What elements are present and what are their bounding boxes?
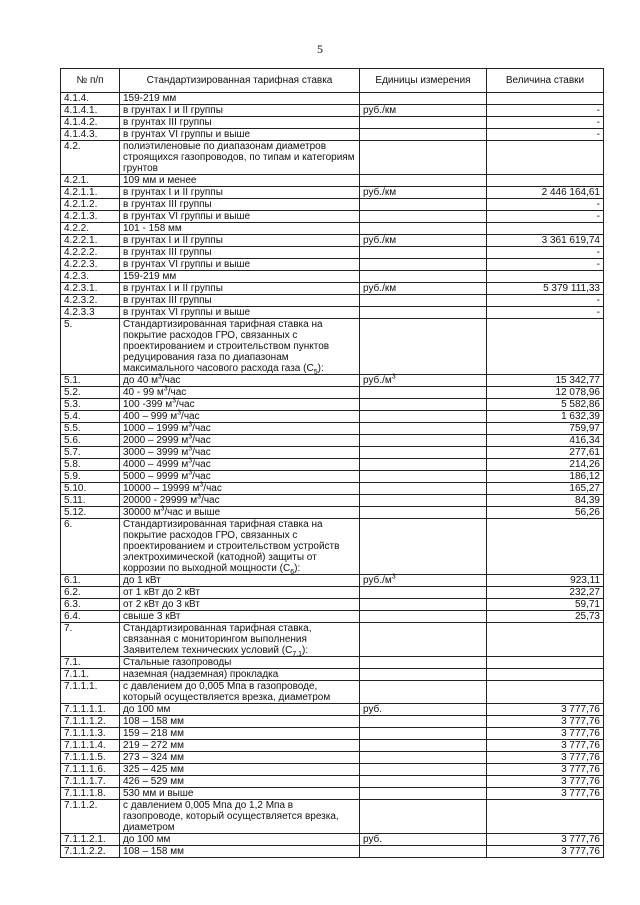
table-row [61,657,604,669]
row-unit [360,752,487,764]
row-value [487,175,604,187]
table-row [61,247,604,259]
row-value: - [487,259,604,271]
row-value: 3 777,76 [487,834,604,846]
row-unit [360,776,487,788]
row-number: 4.2.2. [61,223,120,235]
table-row [61,387,604,399]
row-number: 7.1.1. [61,669,120,681]
row-number: 4.2.2.3. [61,259,120,271]
row-name: 20000 - 29999 $м^3$/час [120,495,360,507]
row-name: Стальные газопроводы [120,657,360,669]
row-name: в грунтах VI группы и выше [120,307,360,319]
row-value: 15 342,77 [487,375,604,387]
row-name: 30000 $м^3$/час и выше [120,507,360,519]
header-unit: Единицы измерения [360,69,487,93]
row-number: 6.3. [61,599,120,611]
table-row [61,411,604,423]
row-number: 4.2.3.1. [61,283,120,295]
row-unit [360,740,487,752]
row-number: 4.2.1.3. [61,211,120,223]
row-value [487,681,604,704]
row-value: 186,12 [487,471,604,483]
table-row [61,283,604,295]
row-unit [360,399,487,411]
table-row [61,623,604,657]
row-value: 3 777,76 [487,776,604,788]
row-unit [360,199,487,211]
row-value: 165,27 [487,483,604,495]
row-unit: руб./км [360,105,487,117]
row-value: 2 446 164,61 [487,187,604,199]
row-name: в грунтах III группы [120,247,360,259]
row-name: полиэтиленовые по диапазонам диаметров строящихся газопроводов, по типам и категориям грунтов [120,141,360,175]
row-number: 4.2.1.2. [61,199,120,211]
row-value [487,271,604,283]
row-name: 101 - 158 мм [120,223,360,235]
row-name: в грунтах III группы [120,117,360,129]
row-number: 7.1.1.1. [61,681,120,704]
table-row [61,788,604,800]
row-name: в грунтах VI группы и выше [120,211,360,223]
row-name: в грунтах I и II группы [120,105,360,117]
row-number: 4.1.4. [61,93,120,105]
row-value: 1 632,39 [487,411,604,423]
row-name: 1000 – 1999 $м^3$/час [120,423,360,435]
row-value: 3 777,76 [487,846,604,858]
row-number: 4.2.2.2. [61,247,120,259]
header-num: № п/п [61,69,120,93]
table-row [61,271,604,283]
row-unit [360,295,487,307]
row-name: 4000 – 4999 $м^3$/час [120,459,360,471]
table-row [61,681,604,704]
table-row [61,259,604,271]
table-row [61,483,604,495]
row-name: 273 – 324 мм [120,752,360,764]
row-value [487,223,604,235]
row-number: 7.1.1.2.2. [61,846,120,858]
row-value: 3 361 619,74 [487,235,604,247]
row-value: 232,27 [487,587,604,599]
row-number: 7.1.1.1.2. [61,716,120,728]
row-name: 109 мм и менее [120,175,360,187]
row-unit [360,459,487,471]
row-unit [360,423,487,435]
row-name: 530 мм и выше [120,788,360,800]
table-row [61,507,604,519]
row-unit [360,435,487,447]
table-row [61,776,604,788]
row-name: в грунтах I и II группы [120,283,360,295]
row-name: в грунтах III группы [120,199,360,211]
row-number: 4.2.3.3 [61,307,120,319]
row-number: 4.2. [61,141,120,175]
row-value [487,519,604,575]
table-row [61,599,604,611]
row-number: 7.1.1.1.7. [61,776,120,788]
row-value: - [487,295,604,307]
table-row [61,519,604,575]
row-unit [360,519,487,575]
table-row [61,117,604,129]
row-unit: руб. [360,704,487,716]
row-number: 5.1. [61,375,120,387]
row-unit [360,507,487,519]
row-name: 400 – 999 $м^3$/час [120,411,360,423]
row-name: 325 – 425 мм [120,764,360,776]
table-row [61,187,604,199]
row-unit [360,141,487,175]
row-value: - [487,199,604,211]
table-row [61,459,604,471]
table-row [61,175,604,187]
table-body [61,93,604,858]
row-unit [360,483,487,495]
row-value: - [487,129,604,141]
row-value: 3 777,76 [487,704,604,716]
row-unit [360,93,487,105]
table-row [61,669,604,681]
row-number: 4.1.4.2. [61,117,120,129]
row-name: свыше 3 кВт [120,611,360,623]
row-value: 59,71 [487,599,604,611]
row-number: 7.1.1.1.4. [61,740,120,752]
row-value [487,669,604,681]
header-name: Стандартизированная тарифная ставка [120,69,360,93]
row-unit [360,247,487,259]
table-row [61,319,604,375]
table-row [61,105,604,117]
row-unit [360,471,487,483]
row-unit [360,788,487,800]
row-value: 5 582,86 [487,399,604,411]
table-row [61,716,604,728]
row-unit: руб. [360,834,487,846]
row-number: 4.2.2.1. [61,235,120,247]
row-unit: $руб./м^3$ [360,375,487,387]
row-number: 7.1.1.1.6. [61,764,120,776]
row-name: Стандартизированная тарифная ставка, связанная с мониторингом выполнения Заявителем технических условий $(С_{7.1})$: [120,623,360,657]
table-row [61,495,604,507]
row-unit: руб./км [360,235,487,247]
table-row [61,587,604,599]
row-value: 25,73 [487,611,604,623]
row-name: 5000 – 9999 $м^3$/час [120,471,360,483]
row-value: 5 379 111,33 [487,283,604,295]
table-row [61,129,604,141]
row-unit [360,307,487,319]
row-unit [360,728,487,740]
row-number: 6.1. [61,575,120,587]
row-unit [360,669,487,681]
row-name: до 100 мм [120,834,360,846]
row-value: - [487,117,604,129]
table-row [61,93,604,105]
row-unit [360,271,487,283]
row-value [487,800,604,834]
row-name: в грунтах I и II группы [120,187,360,199]
row-name: с давлением до 0,005 Мпа в газопроводе, который осуществляется врезка, диаметром [120,681,360,704]
table-row [61,764,604,776]
row-name: 2000 – 2999 $м^3$/час [120,435,360,447]
row-name: 426 – 529 мм [120,776,360,788]
row-number: 6. [61,519,120,575]
row-number: 5.5. [61,423,120,435]
row-value: 12 078,96 [487,387,604,399]
row-name: наземная (надземная) прокладка [120,669,360,681]
row-number: 4.1.4.3. [61,129,120,141]
row-unit: руб./км [360,283,487,295]
row-name: 40 - 99 $м^3$/час [120,387,360,399]
row-value: 3 777,76 [487,716,604,728]
row-value: 56,26 [487,507,604,519]
row-unit [360,800,487,834]
table-row [61,211,604,223]
table-row [61,704,604,716]
table-row [61,740,604,752]
row-value: - [487,247,604,259]
row-number: 5.10. [61,483,120,495]
row-name: до 100 мм [120,704,360,716]
row-unit [360,716,487,728]
row-number: 5.3. [61,399,120,411]
tariff-table [60,68,604,858]
row-value [487,319,604,375]
row-value: 3 777,76 [487,764,604,776]
row-unit [360,623,487,657]
row-value: 3 777,76 [487,788,604,800]
row-value: - [487,105,604,117]
row-name: от 2 кВт до 3 кВт [120,599,360,611]
row-name: 159 – 218 мм [120,728,360,740]
row-unit [360,223,487,235]
row-number: 7.1. [61,657,120,669]
table-row [61,435,604,447]
row-value [487,141,604,175]
row-number: 5.2. [61,387,120,399]
row-value: 3 777,76 [487,740,604,752]
row-number: 4.1.4.1. [61,105,120,117]
row-number: 6.4. [61,611,120,623]
row-unit [360,495,487,507]
table-row [61,447,604,459]
table-row [61,375,604,387]
row-number: 7.1.1.2. [61,800,120,834]
row-unit [360,587,487,599]
table-row [61,307,604,319]
row-name: в грунтах VI группы и выше [120,129,360,141]
row-value: 923,11 [487,575,604,587]
table-row [61,223,604,235]
row-unit: $руб./м^3$ [360,575,487,587]
row-name: с давлением 0,005 Мпа до 1,2 Мпа в газопроводе, который осуществляется врезка, диаметром [120,800,360,834]
row-value: 84,39 [487,495,604,507]
row-unit [360,387,487,399]
row-number: 6.2. [61,587,120,599]
row-number: 5.12. [61,507,120,519]
row-value: 759,97 [487,423,604,435]
row-name: 10000 – 19999 $м^3$/час [120,483,360,495]
row-unit: руб./км [360,187,487,199]
row-unit [360,611,487,623]
table-row [61,423,604,435]
row-unit [360,129,487,141]
row-name: до 1 кВт [120,575,360,587]
row-name: 108 – 158 мм [120,716,360,728]
row-number: 7.1.1.1.1. [61,704,120,716]
row-unit [360,764,487,776]
table-row [61,752,604,764]
row-unit [360,319,487,375]
row-unit [360,117,487,129]
table-row [61,846,604,858]
row-number: 5.8. [61,459,120,471]
table-header-row [61,69,604,93]
row-number: 5. [61,319,120,375]
row-unit [360,657,487,669]
row-number: 5.11. [61,495,120,507]
table-row [61,834,604,846]
table-row [61,199,604,211]
row-number: 4.2.1.1. [61,187,120,199]
table-row [61,728,604,740]
table-row [61,800,604,834]
row-name: 219 – 272 мм [120,740,360,752]
row-name: 159-219 мм [120,93,360,105]
row-name: в грунтах I и II группы [120,235,360,247]
row-name: 3000 – 3999 $м^3$/час [120,447,360,459]
row-value: - [487,211,604,223]
row-number: 7.1.1.2.1. [61,834,120,846]
row-name: от 1 кВт до 2 кВт [120,587,360,599]
row-number: 5.4. [61,411,120,423]
row-unit [360,846,487,858]
row-value: 3 777,76 [487,728,604,740]
row-name: до 40 $м^3$/час [120,375,360,387]
row-name: Стандартизированная тарифная ставка на покрытие расходов ГРО, связанных с проектированием и строительством устройств электрохимической (катодной) защиты от коррозии по выходной мощности $(С_6)$: [120,519,360,575]
row-unit [360,411,487,423]
row-unit [360,259,487,271]
row-value [487,657,604,669]
row-unit [360,211,487,223]
row-value: - [487,307,604,319]
row-number: 4.2.3.2. [61,295,120,307]
table-row [61,295,604,307]
table-row [61,611,604,623]
row-value: 277,61 [487,447,604,459]
row-unit [360,175,487,187]
row-unit [360,447,487,459]
row-value: 3 777,76 [487,752,604,764]
row-value: 416,34 [487,435,604,447]
row-number: 7.1.1.1.3. [61,728,120,740]
table-row [61,141,604,175]
row-name: 100 -399 $м^3$/час [120,399,360,411]
row-number: 7. [61,623,120,657]
row-value: 214,26 [487,459,604,471]
table-row [61,575,604,587]
row-number: 5.9. [61,471,120,483]
page-number: 5 [317,42,323,56]
row-number: 5.7. [61,447,120,459]
row-value [487,623,604,657]
table-row [61,471,604,483]
row-number: 4.2.1. [61,175,120,187]
row-number: 7.1.1.1.5. [61,752,120,764]
row-name: 159-219 мм [120,271,360,283]
row-unit [360,681,487,704]
header-value: Величина ставки [487,69,604,93]
row-name: Стандартизированная тарифная ставка на покрытие расходов ГРО, связанных с проектированием и строительством пунктов редуцирования газа по диапазонам максимального часового расхода газа $(С_5)$: [120,319,360,375]
row-number: 7.1.1.1.8. [61,788,120,800]
row-number: 5.6. [61,435,120,447]
row-value [487,93,604,105]
row-number: 4.2.3. [61,271,120,283]
table-row [61,235,604,247]
row-name: в грунтах III группы [120,295,360,307]
row-unit [360,599,487,611]
row-name: в грунтах VI группы и выше [120,259,360,271]
table-row [61,399,604,411]
row-name: 108 – 158 мм [120,846,360,858]
